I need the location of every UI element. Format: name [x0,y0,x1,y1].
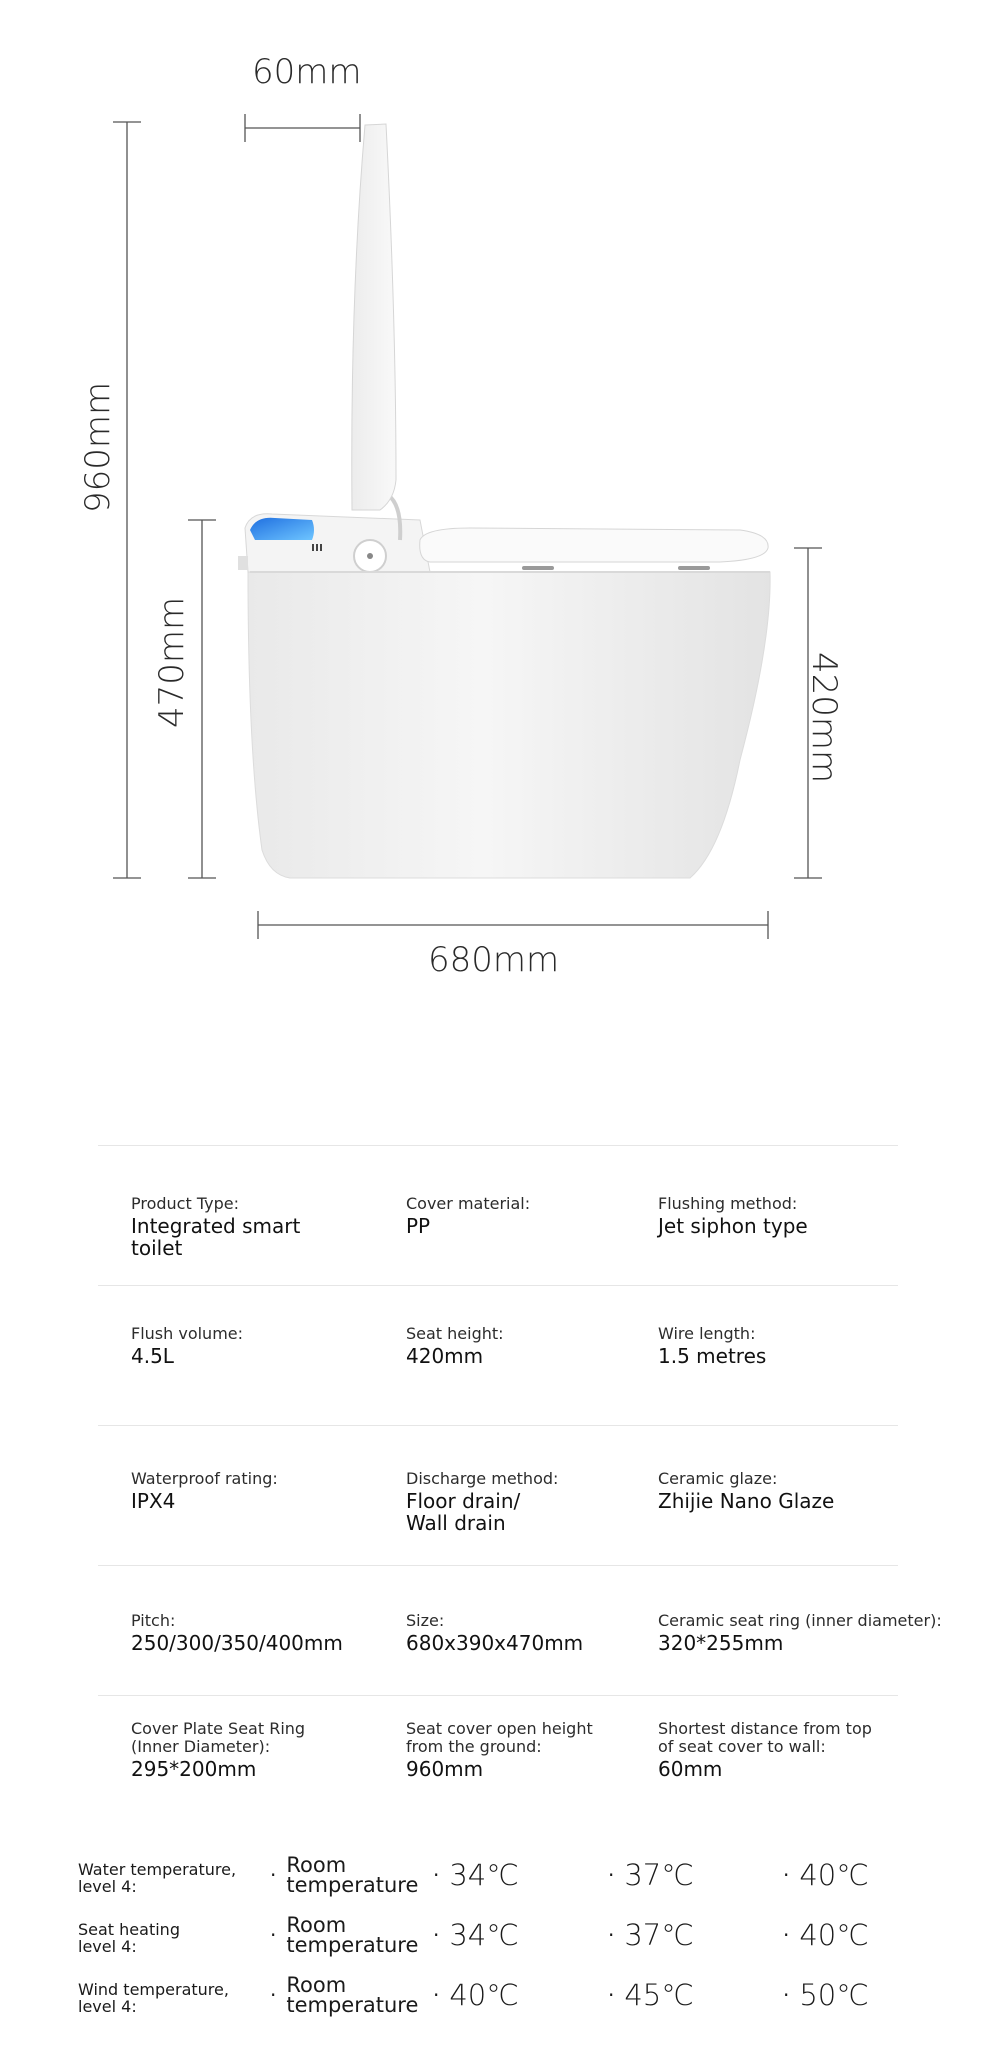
spec-value: 250/300/350/400mm [131,1631,343,1655]
product-drawing [0,0,990,1000]
divider [98,1285,898,1286]
temp-option [608,1855,694,1895]
spec-value: 60mm [658,1757,723,1781]
divider [98,1425,898,1426]
spec-flushing-method [658,1195,808,1237]
temp-label: Wind temperature, level 4: [78,1980,229,2016]
temp-option [608,1915,694,1955]
spec-ceramic-glaze [658,1470,834,1512]
bullet: · [433,1863,440,1887]
spec-value: 1.5 metres [658,1344,767,1368]
spec-label: Wire length: [658,1324,756,1343]
spec-value: 680x390x470mm [406,1631,584,1655]
divider [98,1695,898,1696]
temp-value: 45℃ [624,1978,694,2012]
spec-cover-plate-seat-ring [131,1720,305,1780]
temp-value: 37℃ [624,1918,694,1952]
spec-label: Product Type: [131,1194,239,1213]
display-panel [250,518,314,540]
temp-option [783,1915,869,1955]
temp-value: 40℃ [799,1858,869,1892]
bullet: · [433,1923,440,1947]
temp-option-room [270,1855,418,1895]
spec-value: Floor drain/ Wall drain [406,1489,521,1535]
bullet: · [608,1923,615,1947]
spec-product-type [131,1195,300,1259]
spec-value: 960mm [406,1757,484,1781]
spec-label: Shortest distance from top of seat cover to wall: [658,1719,872,1756]
bullet: · [270,1983,277,2007]
spec-label: Seat cover open height from the ground: [406,1719,593,1756]
spec-label: Cover Plate Seat Ring (Inner Diameter): [131,1719,306,1756]
bullet: · [608,1983,615,2007]
temp-value: 34℃ [449,1918,519,1952]
bullet: · [783,1863,790,1887]
spec-label: Flush volume: [131,1324,244,1343]
temp-value: 40℃ [449,1978,519,2012]
dim-top-gap: 60mm [252,52,362,92]
spec-value: 295*200mm [131,1757,257,1781]
spec-size [406,1612,583,1654]
temp-option [783,1855,869,1895]
bullet: · [783,1983,790,2007]
temp-value: 34℃ [449,1858,519,1892]
temp-label: Seat heating level 4: [78,1920,180,1956]
temp-value: 50℃ [799,1978,869,2012]
spec-seat-height [406,1325,504,1367]
spec-label: Pitch: [131,1611,176,1630]
temp-value: 37℃ [624,1858,694,1892]
spec-ceramic-seat-ring [658,1612,958,1654]
spec-cover-material [406,1195,530,1237]
bullet: · [270,1923,277,1947]
temp-option [783,1975,869,2015]
spec-value: IPX4 [131,1489,176,1513]
dim-total-height: 960mm [78,381,118,513]
spec-open-height [406,1720,593,1780]
spec-distance-to-wall [658,1720,872,1780]
spec-label: Ceramic seat ring (inner diameter): [658,1611,942,1630]
spec-discharge-method [406,1470,558,1534]
spec-label: Discharge method: [406,1469,559,1488]
temp-row-seat [78,1915,958,1971]
spec-label: Ceramic glaze: [658,1469,778,1488]
spec-value: Integrated smart toilet [131,1214,301,1260]
temp-option-room [270,1975,418,2015]
temp-option-room [270,1915,418,1955]
bullet: · [608,1863,615,1887]
spec-label: Cover material: [406,1194,531,1213]
toilet-illustration [0,0,990,1000]
spec-pitch [131,1612,343,1654]
dim-body-height: 470mm [152,596,192,728]
temp-row-wind [78,1975,958,2031]
divider [98,1565,898,1566]
spec-value: Jet siphon type [658,1214,808,1238]
spec-waterproof-rating [131,1470,278,1512]
spec-wire-length [658,1325,766,1367]
temp-label: Water temperature, level 4: [78,1860,237,1896]
bullet: · [433,1983,440,2007]
temp-option [608,1975,694,2015]
temp-room-value: Room temperature [286,1853,419,1897]
spec-value: 320*255mm [658,1631,784,1655]
spec-table [98,1145,942,1705]
temp-room-value: Room temperature [286,1973,419,2017]
temp-value: 40℃ [799,1918,869,1952]
temperature-section [0,1845,990,2045]
spec-flush-volume [131,1325,243,1367]
spec-value: 4.5L [131,1344,174,1368]
spec-label: Waterproof rating: [131,1469,278,1488]
spec-label: Seat height: [406,1324,504,1343]
temp-option [433,1855,519,1895]
spec-value: PP [406,1214,431,1238]
spec-label: Flushing method: [658,1194,798,1213]
divider [98,1145,898,1146]
temp-option [433,1915,519,1955]
spec-label: Size: [406,1611,445,1630]
bullet: · [783,1923,790,1947]
temp-room-value: Room temperature [286,1913,419,1957]
dim-seat-height: 420mm [804,652,844,784]
spec-value: 420mm [406,1344,484,1368]
dim-length: 680mm [428,940,560,980]
temp-option [433,1975,519,2015]
bullet: · [270,1863,277,1887]
spec-value: Zhijie Nano Glaze [658,1489,835,1513]
temp-row-water [78,1855,958,1911]
